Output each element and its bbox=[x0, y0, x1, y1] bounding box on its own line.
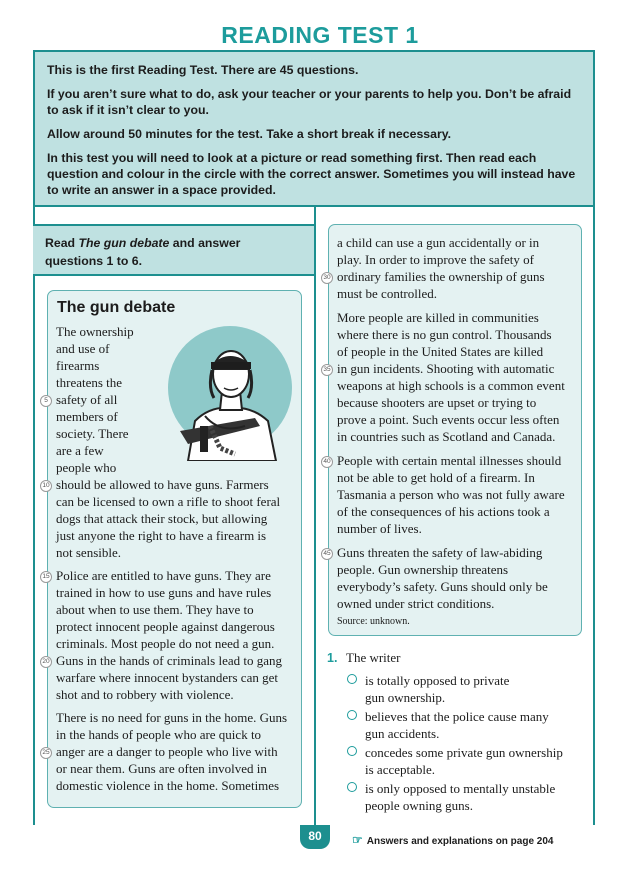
passage-line: owned under strict conditions. bbox=[337, 596, 495, 611]
passage-line: More people are killed in communities bbox=[337, 310, 539, 325]
line-number: 40 bbox=[321, 456, 333, 468]
option-text: gun ownership. bbox=[365, 690, 446, 705]
passage-line: people who bbox=[56, 460, 117, 475]
passage-line: must be controlled. bbox=[337, 286, 438, 301]
passage-line: safety of all bbox=[56, 392, 118, 407]
passage-line: People with certain mental illnesses should bbox=[337, 453, 562, 468]
passage-line: not be able to get hold of a firearm. In bbox=[337, 470, 535, 485]
question-number: 1. bbox=[327, 651, 338, 665]
line-number: 10 bbox=[40, 480, 52, 492]
answer-bubble[interactable] bbox=[347, 746, 357, 756]
passage-line: trained in how to use guns and have rules bbox=[56, 585, 272, 600]
page-title: READING TEST 1 bbox=[221, 22, 419, 48]
passage-box-left bbox=[42, 290, 302, 808]
passage-line: firearms bbox=[56, 358, 100, 373]
passage-line: criminals. Most people do not need a gun. bbox=[56, 636, 275, 651]
line-number: 20 bbox=[40, 656, 52, 668]
passage-line: about when to use them. They have to bbox=[56, 602, 254, 617]
passage-line: There is no need for guns in the home. Guns bbox=[56, 710, 288, 725]
passage-line: or near them. Guns are often involved in bbox=[56, 761, 267, 776]
intro-paragraph: If you aren’t sure what to do, ask your teacher or your parents to help you. Don’t be afraid to ask if it isn’t clear to you. bbox=[47, 87, 572, 117]
passage-line: just anyone the right to have a firearm is bbox=[56, 528, 267, 543]
passage-title: The gun debate bbox=[57, 299, 176, 316]
passage-line: of people in the United States are killed bbox=[337, 344, 544, 359]
option-text: concedes some private gun ownership bbox=[365, 745, 563, 760]
instruction-text: and answer bbox=[169, 236, 241, 250]
answer-bubble[interactable] bbox=[347, 782, 357, 792]
answers-reference bbox=[352, 833, 554, 847]
intro-paragraph: This is the first Reading Test. There are 45 questions. bbox=[47, 63, 359, 77]
instruction-text: questions 1 to 6. bbox=[45, 254, 143, 268]
passage-line: everybody’s safety. Guns should only be bbox=[337, 579, 548, 594]
passage-line: shot and to robbery with violence. bbox=[56, 687, 234, 702]
passage-line: number of lives. bbox=[337, 521, 422, 536]
instruction-passage-title: The gun debate bbox=[78, 236, 170, 250]
passage-line: in gun incidents. Shooting with automatic bbox=[337, 361, 555, 376]
passage-line: threatens the bbox=[56, 375, 123, 390]
passage-line: society. There bbox=[56, 426, 129, 441]
passage-line: a child can use a gun accidentally or in bbox=[337, 235, 540, 250]
option-text: is acceptable. bbox=[365, 762, 436, 777]
passage-source: Source: unknown. bbox=[337, 616, 410, 627]
line-number: 25 bbox=[40, 747, 52, 759]
line-number: 30 bbox=[321, 272, 333, 284]
passage-line: prove a point. Such events occur less often bbox=[337, 412, 560, 427]
line-number: 35 bbox=[321, 364, 333, 376]
passage-line: can be licensed to own a rifle to shoot feral bbox=[56, 494, 281, 509]
option-text: gun accidents. bbox=[365, 726, 440, 741]
passage-line: should be allowed to have guns. Farmers bbox=[56, 477, 269, 492]
option-text: people owning guns. bbox=[365, 798, 473, 813]
question-stem: The writer bbox=[346, 650, 401, 665]
passage-line: are a few bbox=[56, 443, 104, 458]
passage-line: play. In order to improve the safety of bbox=[337, 252, 534, 267]
passage-line: not sensible. bbox=[56, 545, 121, 560]
passage-line: in countries such as Scotland and Canada. bbox=[337, 429, 556, 444]
passage-line: protect innocent people against dangerous bbox=[56, 619, 275, 634]
passage-line: ordinary families the ownership of guns bbox=[337, 269, 545, 284]
passage-line: in the hands of people who are quick to bbox=[56, 727, 262, 742]
option-text: believes that the police cause many bbox=[365, 709, 549, 724]
intro-paragraph: Allow around 50 minutes for the test. Take a short break if necessary. bbox=[47, 127, 452, 141]
intro-paragraph: In this test you will need to look at a picture or read something first. Then read each question and colour in the circle with the correct answer. Sometimes you will instead have to write an answer in a space provided. bbox=[47, 151, 576, 197]
passage-line: warfare where innocent bystanders can get bbox=[56, 670, 278, 685]
instruction-box bbox=[33, 224, 314, 276]
passage-line: Police are entitled to have guns. They are bbox=[56, 568, 271, 583]
passage-line: Guns in the hands of criminals lead to gang bbox=[56, 653, 283, 668]
line-number: 5 bbox=[40, 395, 52, 407]
passage-line: people. Gun ownership threatens bbox=[337, 562, 509, 577]
line-number: 15 bbox=[40, 571, 52, 583]
answers-reference-text: Answers and explanations on page 204 bbox=[366, 836, 554, 847]
passage-line: Tasmania a person who was not fully aware bbox=[337, 487, 565, 502]
option-text: is only opposed to mentally unstable bbox=[365, 781, 556, 796]
answer-bubble[interactable] bbox=[347, 710, 357, 720]
passage-line: domestic violence in the home. Sometimes bbox=[56, 778, 280, 793]
intro-box bbox=[33, 50, 595, 207]
answer-bubble[interactable] bbox=[347, 674, 357, 684]
page-number: 80 bbox=[300, 825, 330, 849]
pointing-hand-icon: ☞ bbox=[352, 833, 363, 847]
passage-line: Guns threaten the safety of law-abiding bbox=[337, 545, 543, 560]
passage-line: The ownership bbox=[56, 324, 134, 339]
passage-box-right bbox=[323, 224, 582, 636]
passage-line: dogs that attack their stock, but allowing bbox=[56, 511, 268, 526]
option-text: is totally opposed to private bbox=[365, 673, 510, 688]
passage-line: anger are a danger to people who live with bbox=[56, 744, 278, 759]
passage-line: because shooters are upset or trying to bbox=[337, 395, 537, 410]
line-number: 45 bbox=[321, 548, 333, 560]
instruction-text: Read bbox=[45, 236, 79, 250]
soldier-illustration bbox=[160, 326, 300, 461]
column-divider bbox=[314, 207, 316, 825]
passage-line: where there is no gun control. Thousands bbox=[337, 327, 552, 342]
passage-line: and use of bbox=[56, 341, 110, 356]
passage-line: of the consequences of his actions took a bbox=[337, 504, 550, 519]
passage-line: members of bbox=[56, 409, 118, 424]
passage-line: weapons at high schools is a common event bbox=[337, 378, 565, 393]
